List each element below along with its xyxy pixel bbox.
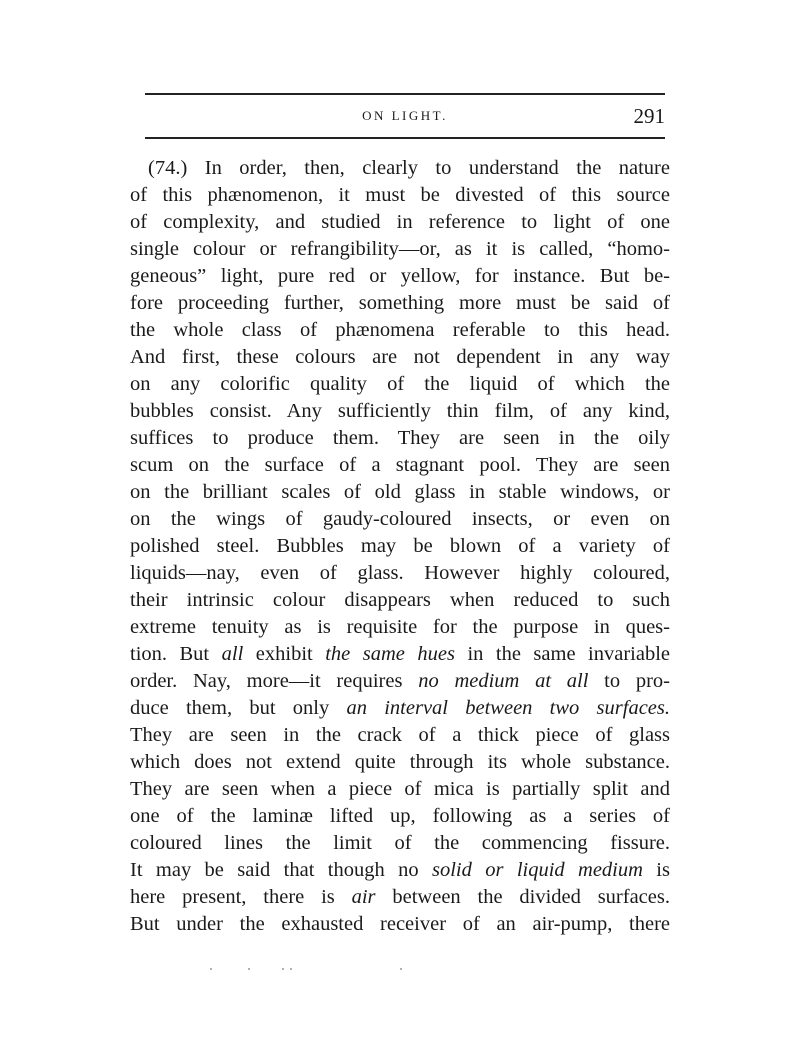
text-line: extreme tenuity as is requisite for the purpose in ques-	[130, 616, 670, 638]
text-line: fore proceeding further, something more must be said of	[130, 292, 670, 314]
italic-phrase: all	[221, 643, 244, 665]
text-line: It may be said that though no solid or liquid medium is	[130, 859, 670, 881]
text-line: But under the exhausted receiver of an air-pump, there	[130, 913, 670, 935]
italic-phrase: air	[351, 886, 376, 908]
text-line: polished steel. Bubbles may be blown of a variety of	[130, 535, 670, 557]
text-line: single colour or refrangibility—or, as it is called, “homo-	[130, 238, 670, 260]
text-line: which does not extend quite through its whole substance.	[130, 751, 670, 773]
page-header	[145, 104, 665, 130]
text-line: And first, these colours are not dependent in any way	[130, 346, 670, 368]
print-specks	[210, 968, 410, 972]
speck	[400, 968, 402, 970]
text-line: They are seen in the crack of a thick piece of glass	[130, 724, 670, 746]
text-line: scum on the surface of a stagnant pool. They are seen	[130, 454, 670, 476]
italic-phrase: solid or liquid medium	[431, 859, 643, 881]
text-line: coloured lines the limit of the commencing fissure.	[130, 832, 670, 854]
text-line: on the wings of gaudy-coloured insects, or even on	[130, 508, 670, 530]
text-line: geneous” light, pure red or yellow, for instance. But be-	[130, 265, 670, 287]
text-line: tion. But all exhibit the same hues in the same invariable	[130, 643, 670, 665]
header-rule-top	[145, 93, 665, 95]
text-line: liquids—nay, even of glass. However highly coloured,	[130, 562, 670, 584]
speck	[290, 968, 292, 970]
text-line: (74.) In order, then, clearly to understand the nature	[148, 157, 670, 179]
text-line: They are seen when a piece of mica is partially split and	[130, 778, 670, 800]
text-line: the whole class of phænomena referable to this head.	[130, 319, 670, 341]
text-line: bubbles consist. Any sufficiently thin film, of any kind,	[130, 400, 670, 422]
text-line: duce them, but only an interval between two surfaces.	[130, 697, 670, 719]
italic-phrase: no medium at all	[418, 670, 589, 692]
text-line: one of the laminæ lifted up, following as a series of	[130, 805, 670, 827]
text-line: their intrinsic colour disappears when reduced to such	[130, 589, 670, 611]
italic-phrase: an interval between two surfaces.	[346, 697, 670, 719]
body-paragraph	[130, 155, 670, 938]
speck	[282, 968, 284, 970]
header-rule-bottom	[145, 137, 665, 139]
text-line: of this phænomenon, it must be divested of this source	[130, 184, 670, 206]
text-line: on the brilliant scales of old glass in stable windows, or	[130, 481, 670, 503]
page-number: 291	[633, 104, 665, 128]
text-line: of complexity, and studied in reference to light of one	[130, 211, 670, 233]
text-line: here present, there is air between the divided surfaces.	[130, 886, 670, 908]
speck	[210, 968, 212, 970]
text-line: suffices to produce them. They are seen in the oily	[130, 427, 670, 449]
italic-phrase: the same hues	[325, 643, 455, 665]
text-line: on any colorific quality of the liquid of which the	[130, 373, 670, 395]
text-line: order. Nay, more—it requires no medium at all to pro-	[130, 670, 670, 692]
running-title: ON LIGHT.	[362, 108, 448, 123]
speck	[248, 968, 250, 970]
